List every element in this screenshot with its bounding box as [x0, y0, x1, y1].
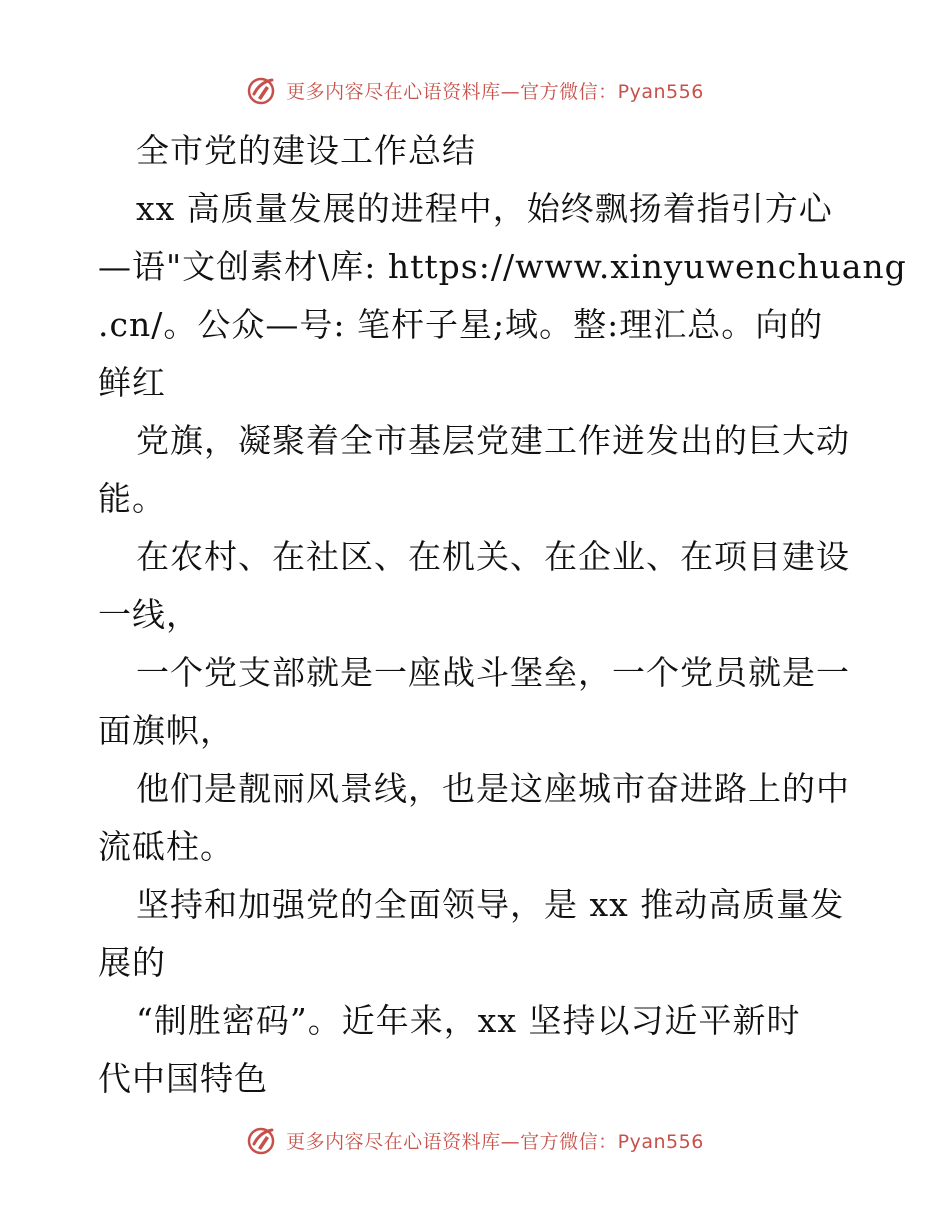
- handwriting-pen-icon: [246, 1124, 278, 1156]
- footer-banner: [0, 1120, 950, 1160]
- paragraph-line: 一个党支部就是一座战斗堡垒，一个党员就是一: [136, 653, 850, 692]
- paragraph-line: 他们是靓丽风景线，也是这座城市奋进路上的中: [136, 769, 850, 808]
- paragraph-line: 代中国特色: [98, 1059, 268, 1098]
- paragraph-line: —语"文创素材\库: https://www.xinyuwenchuang: [98, 247, 907, 286]
- handwriting-pen-icon: [246, 74, 278, 106]
- paragraph-line: xx 高质量发展的进程中，始终飘扬着指引方心: [136, 189, 833, 228]
- document-body: [98, 122, 907, 1108]
- header-banner: [0, 70, 950, 110]
- paragraph-line: 一线，: [98, 595, 200, 634]
- paragraph-line: 展的: [98, 943, 166, 982]
- paragraph-line: 流砥柱。: [98, 827, 234, 866]
- paragraph-line: 鲜红: [98, 363, 166, 402]
- paragraph-line: 面旗帜，: [98, 711, 234, 750]
- paragraph-line: “制胜密码”。近年来，xx 坚持以习近平新时: [136, 1001, 801, 1040]
- paragraph-line: 能。: [98, 479, 166, 518]
- paragraph-line: 党旗，凝聚着全市基层党建工作迸发出的巨大动: [136, 421, 850, 460]
- header-banner-text: 更多内容尽在心语资料库—官方微信：Pyan556: [286, 80, 704, 103]
- paragraph-line: .cn/。公众—号: 笔杆子星;域。整:理汇总。向的: [98, 305, 824, 344]
- footer-banner-text: 更多内容尽在心语资料库—官方微信：Pyan556: [286, 1130, 704, 1153]
- document-title: 全市党的建设工作总结: [136, 131, 476, 170]
- paragraph-line: 在农村、在社区、在机关、在企业、在项目建设: [136, 537, 850, 576]
- paragraph-line: 坚持和加强党的全面领导，是 xx 推动高质量发: [136, 885, 845, 924]
